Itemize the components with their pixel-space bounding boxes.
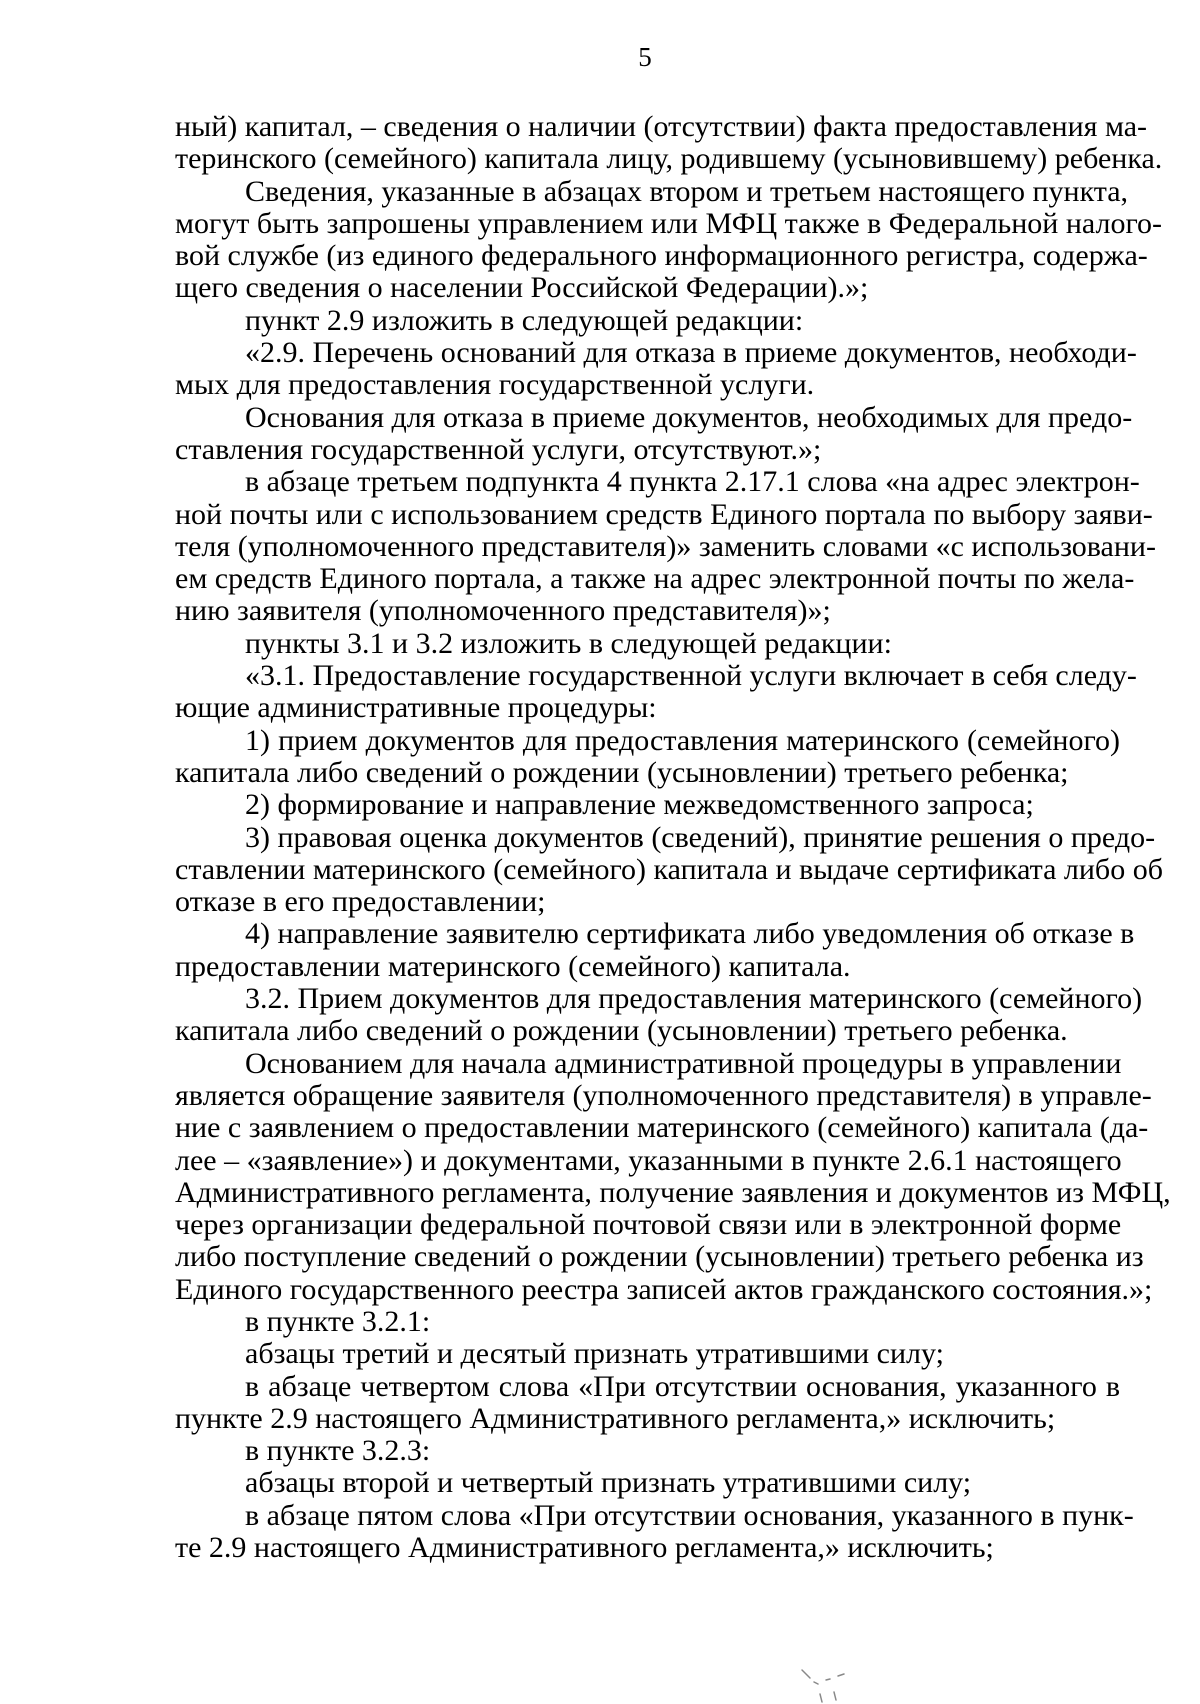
text-line: вой службе (из единого федерального информационного регистра, содержа- xyxy=(175,239,1148,273)
text-line: могут быть запрошены управлением или МФЦ также в Федеральной налого- xyxy=(175,206,1162,240)
text-line: 3) правовая оценка документов (сведений), принятие решения о предо- xyxy=(245,820,1156,854)
scan-artifact xyxy=(800,1664,860,1704)
text-line: мых для предоставления государственной услуги. xyxy=(175,368,815,402)
document-body xyxy=(175,110,1171,1565)
text-line: Основания для отказа в приеме документов, необходимых для предо- xyxy=(245,400,1133,434)
text-line: Единого государственного реестра записей актов гражданского состояния.»; xyxy=(175,1272,1153,1306)
text-line: в абзаце третьем подпункта 4 пункта 2.17.1 слова «на адрес электрон- xyxy=(245,465,1140,499)
text-line: через организации федеральной почтовой связи или в электронной форме xyxy=(175,1208,1122,1242)
text-line: лее – «заявление») и документами, указанными в пункте 2.6.1 настоящего xyxy=(175,1143,1122,1177)
text-line: 3.2. Прием документов для предоставления материнского (семейного) xyxy=(245,982,1143,1016)
text-line: капитала либо сведений о рождении (усыновлении) третьего ребенка; xyxy=(175,755,1069,789)
text-line: щего сведения о населении Российской Федерации).»; xyxy=(175,271,869,305)
text-line: те 2.9 настоящего Административного регламента,» исключить; xyxy=(175,1531,994,1565)
text-line: 1) прием документов для предоставления материнского (семейного) xyxy=(245,723,1120,757)
text-line: в абзаце пятом слова «При отсутствии основания, указанного в пунк- xyxy=(245,1498,1134,1532)
text-line: в абзаце четвертом слова «При отсутствии основания, указанного в xyxy=(245,1369,1120,1403)
text-line: абзацы второй и четвертый признать утратившими силу; xyxy=(245,1466,972,1500)
text-line: либо поступление сведений о рождении (усыновлении) третьего ребенка из xyxy=(175,1240,1144,1274)
text-line: «2.9. Перечень оснований для отказа в приеме документов, необходи- xyxy=(245,336,1137,370)
text-line: 2) формирование и направление межведомственного запроса; xyxy=(245,788,1034,822)
text-line: ставлении материнского (семейного) капитала и выдаче сертификата либо об xyxy=(175,852,1163,886)
text-line: пункты 3.1 и 3.2 изложить в следующей редакции: xyxy=(245,626,892,660)
text-line: ние с заявлением о предоставлении материнского (семейного) капитала (да- xyxy=(175,1111,1149,1145)
text-line: отказе в его предоставлении; xyxy=(175,885,546,919)
text-line: Сведения, указанные в абзацах втором и третьем настоящего пункта, xyxy=(245,174,1129,208)
text-line: теля (уполномоченного представителя)» заменить словами «с использовани- xyxy=(175,529,1156,563)
text-line: ной почты или с использованием средств Единого портала по выбору заяви- xyxy=(175,497,1153,531)
text-line: является обращение заявителя (уполномоченного представителя) в управле- xyxy=(175,1078,1152,1112)
text-line: пункт 2.9 изложить в следующей редакции: xyxy=(245,303,804,337)
text-line: нию заявителя (уполномоченного представителя)»; xyxy=(175,594,831,628)
text-line: ем средств Единого портала, а также на адрес электронной почты по жела- xyxy=(175,562,1135,596)
text-line: пункте 2.9 настоящего Административного регламента,» исключить; xyxy=(175,1401,1056,1435)
text-line: предоставлении материнского (семейного) капитала. xyxy=(175,949,851,983)
text-line: Основанием для начала административной процедуры в управлении xyxy=(245,1046,1122,1080)
text-line: «3.1. Предоставление государственной услуги включает в себя следу- xyxy=(245,659,1137,693)
text-line: теринского (семейного) капитала лицу, родившему (усыновившему) ребенка. xyxy=(175,142,1163,176)
text-line: в пункте 3.2.1: xyxy=(245,1304,431,1338)
text-line: ставления государственной услуги, отсутствуют.»; xyxy=(175,432,822,466)
text-line: капитала либо сведений о рождении (усыновлении) третьего ребенка. xyxy=(175,1014,1068,1048)
text-line: Административного регламента, получение заявления и документов из МФЦ, xyxy=(175,1175,1171,1209)
text-line: ный) капитал, – сведения о наличии (отсутствии) факта предоставления ма- xyxy=(175,110,1148,143)
text-line: абзацы третий и десятый признать утратившими силу; xyxy=(245,1337,944,1371)
text-line: 4) направление заявителю сертификата либо уведомления об отказе в xyxy=(245,917,1135,951)
text-line: в пункте 3.2.3: xyxy=(245,1434,431,1468)
page-number: 5 xyxy=(638,42,652,72)
text-line: ющие административные процедуры: xyxy=(175,691,657,725)
